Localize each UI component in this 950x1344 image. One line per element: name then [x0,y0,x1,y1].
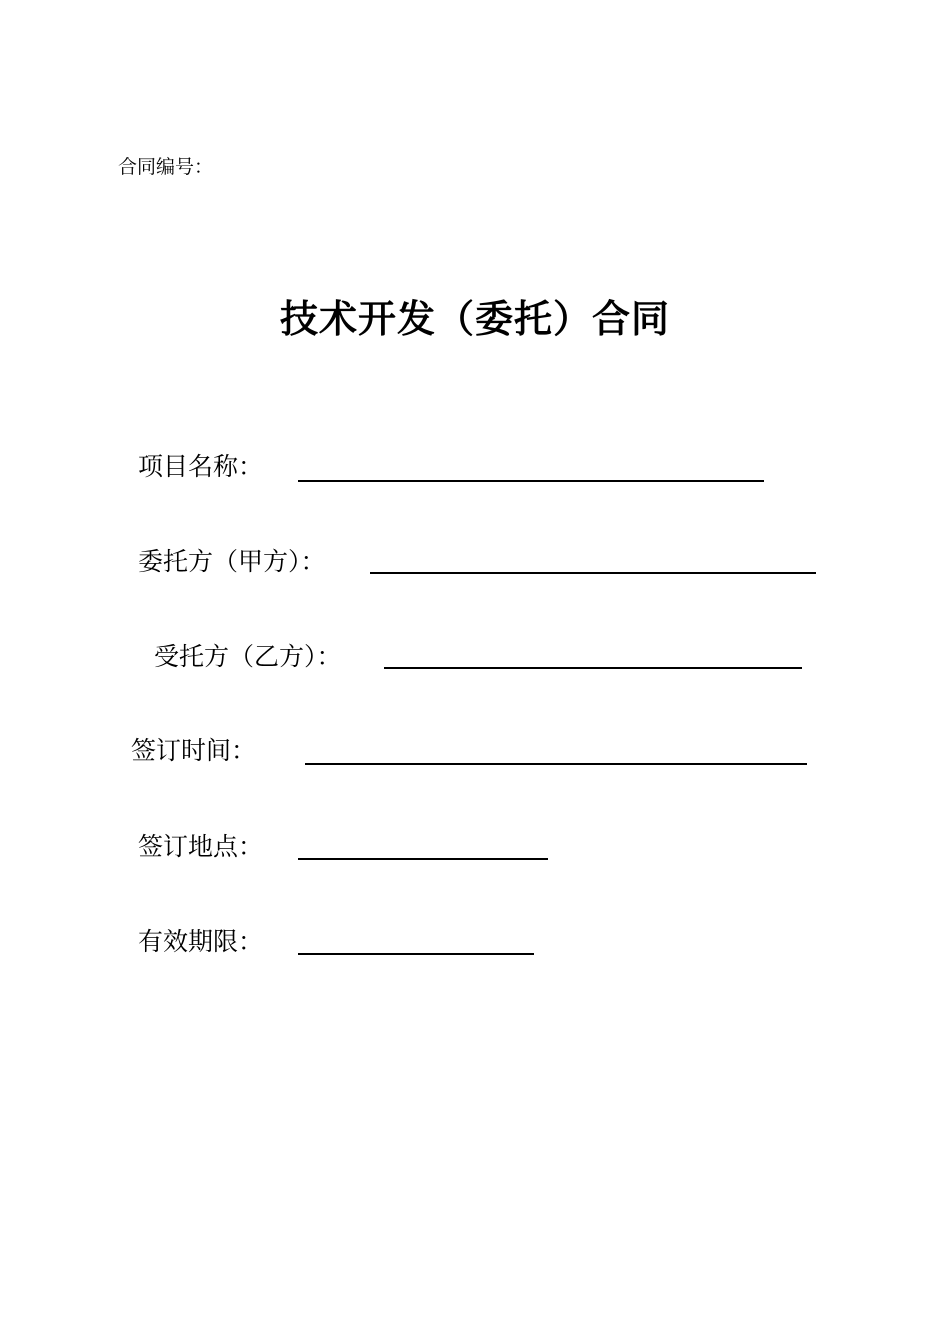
document-title: 技术开发（委托）合同 [279,297,670,341]
field-validity-period [138,925,548,959]
blank-line-project-name[interactable] [298,480,764,482]
blank-line-signing-place[interactable] [298,858,548,860]
blank-line-party-b[interactable] [384,667,802,669]
field-party-a [138,545,828,579]
field-signing-date [131,734,821,768]
field-label-party-b: 受托方（乙方）： [154,642,342,671]
field-label-party-a: 委托方（甲方）： [138,547,326,576]
blank-line-party-a[interactable] [370,572,816,574]
field-label-validity-period: 有效期限： [138,927,264,956]
field-label-signing-place: 签订地点： [138,832,264,861]
blank-line-validity-period[interactable] [298,953,534,955]
field-label-signing-date: 签订时间： [131,736,257,765]
field-signing-place [138,830,558,864]
contract-number-label: 合同编号： [118,156,214,178]
field-project-name [138,450,778,484]
field-label-project-name: 项目名称： [138,452,264,481]
field-party-b [154,640,814,674]
blank-line-signing-date[interactable] [305,763,807,765]
